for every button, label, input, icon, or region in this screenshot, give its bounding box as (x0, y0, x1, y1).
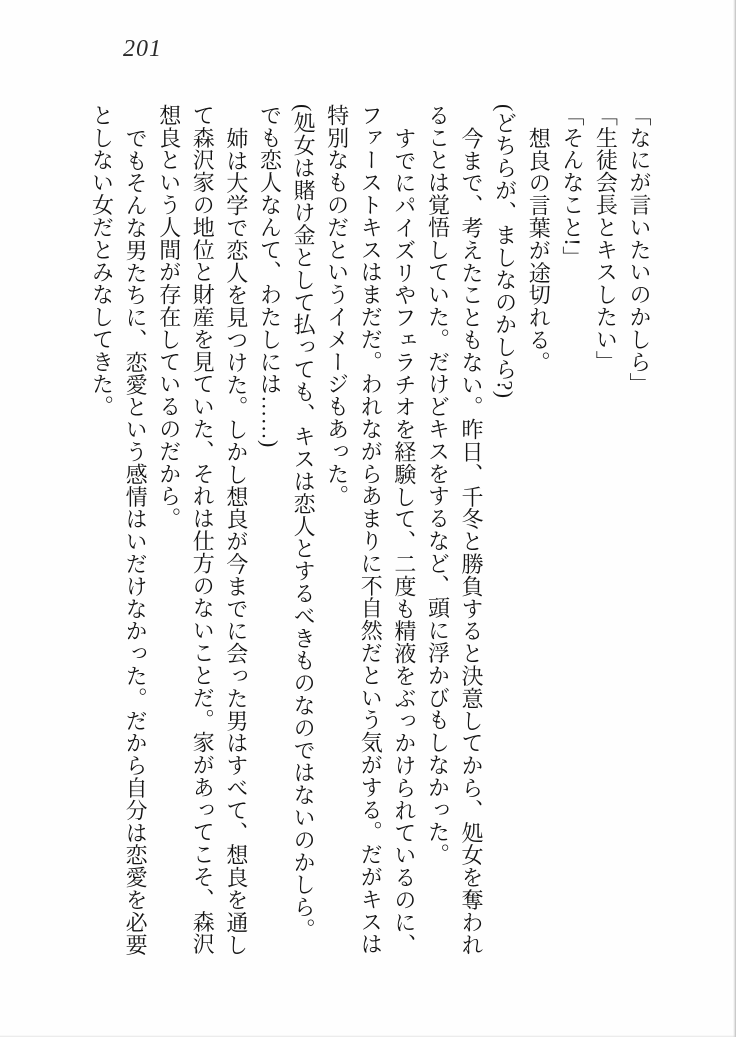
text-line: でもそんな男たちに、恋愛という感情はいだけなかった。だから自分は恋愛を必要 (123, 126, 149, 956)
text-line: 特別なものだというイメージもあった。 (324, 104, 350, 508)
text-line: すでにパイズリやフェラチオを経験して、二度も精液をぶっかけられているのに、 (391, 126, 417, 956)
text-line: 今まで、考えたこともない。昨日、千冬と勝負すると決意してから、処女を奪われ (459, 126, 485, 956)
text-line: 姉は大学で恋人を見つけた。しかし想良が今までに会った男はすべて、想良を通し (223, 126, 249, 956)
vertical-text-block (85, 104, 656, 962)
text-line: 「そんなこと!」 (559, 104, 585, 269)
text-line: でも恋人なんて、わたしには……) (257, 104, 283, 448)
text-line: (どちらが、ましなのかしら?) (492, 104, 518, 399)
text-line: ファーストキスはまだだ。われながらあまりに不自然だという気がする。だがキスは (358, 104, 384, 956)
text-line: 想良という人間が存在しているのだから。 (156, 104, 182, 530)
page-number: 201 (123, 36, 162, 62)
text-line: ることは覚悟していた。だけどキスをするなど、頭に浮かびもしなかった。 (425, 104, 451, 866)
text-line: としない女だとみなしてきた。 (89, 104, 115, 418)
text-line: て森沢家の地位と財産を見ていた、それは仕方のないことだ。家があってこそ、森沢 (190, 104, 216, 956)
text-line: 「生徒会長とキスしたい」 (593, 104, 619, 373)
text-line: 「なにが言いたいのかしら」 (627, 104, 652, 396)
text-line: (処女は賭け金として払っても、キスは恋人とするべきものなのではないのかしら。 (291, 104, 317, 941)
text-line: 想良の言葉が途切れる。 (526, 126, 552, 374)
